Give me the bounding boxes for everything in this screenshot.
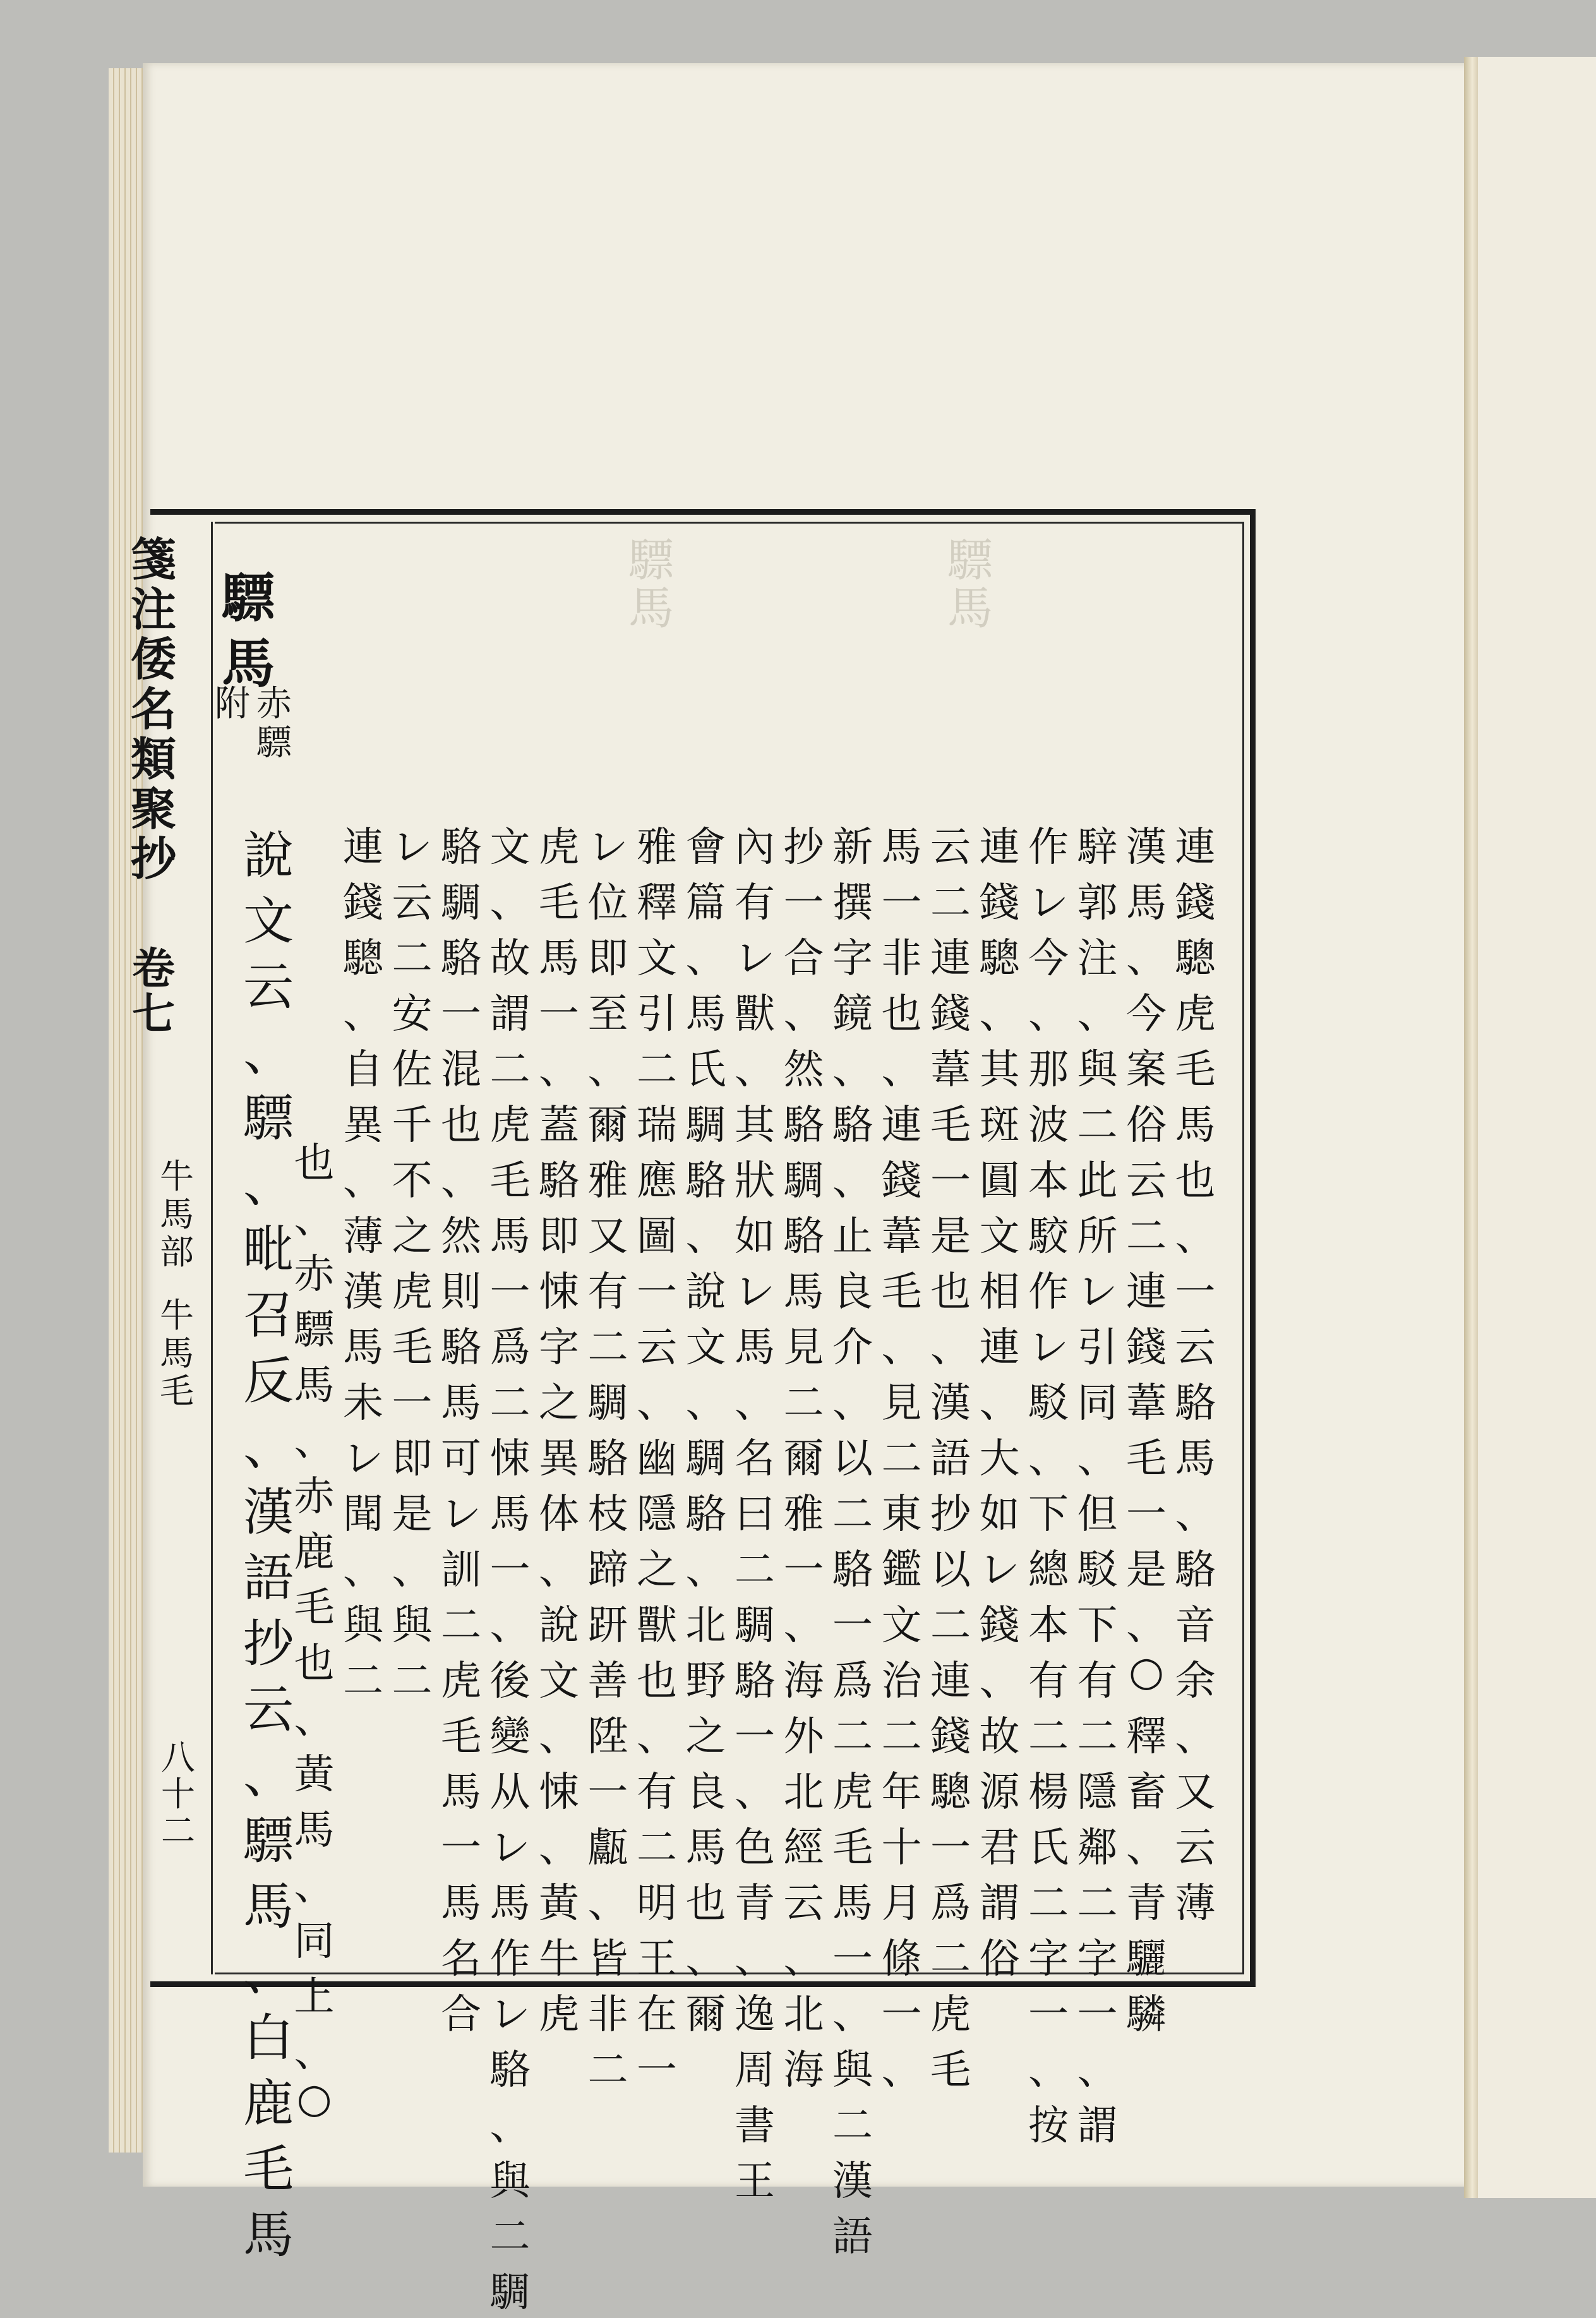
banxin-juan: 卷 七 — [131, 944, 175, 1040]
text-column: 雅 釋 文 引 二 瑞 應 圖 一 云 、 幽 隱 之 獸 也 、 有 二 明 王 在 一 — [637, 824, 677, 2094]
facing-page — [1478, 57, 1596, 2198]
text-column: 文 、 故 謂 二 虎 毛 馬 一 爲 二 悚 馬 一 、 後 變 从 レ 馬 作 レ 駱 、 與 二 騆 — [489, 824, 531, 2316]
text-column: 連 錢 驄 、 其 斑 圓 文 相 連 、 大 如 レ 錢 、 故 源 君 謂 俗 — [979, 824, 1020, 1983]
text-column: 也 、 赤 驃 馬 、 赤 鹿 毛 也 、 黃 馬 、 同 上 、 ○ — [294, 1140, 335, 2122]
bleed-through-text: 驃 馬 — [947, 534, 993, 635]
text-column: 云 二 連 錢 葦 毛 一 是 也 、 漢 語 抄 以 二 連 錢 驄 一 爲 二 虎 毛 — [930, 824, 971, 2094]
text-column: レ 云 二 安 佐 千 不 之 虎 毛 一 即 是 、 與 二 — [392, 824, 433, 1705]
text-column: 內 有 レ 獸 、 其 狀 如 レ 馬 、 名 曰 二 騆 駱 一 、 色 青 、 逸 周 書 王 — [735, 824, 775, 2205]
banxin-section: 牛 馬 部 — [160, 1156, 194, 1272]
text-column: 會 篇 、 馬 氏 騆 駱 、 說 文 、 騆 駱 、 北 野 之 良 馬 也 、 爾 — [685, 824, 726, 2038]
text-column: 連 錢 驄 虎 毛 馬 也 、 一 云 駱 馬 、 駱 音 余 、 又 云 薄 — [1175, 824, 1216, 1927]
text-column: 駱 騆 駱 一 混 也 、 然 則 駱 馬 可 レ 訓 二 虎 毛 馬 一 馬 名 合 — [441, 824, 481, 2038]
banxin-page-number: 八 十 二 — [161, 1738, 195, 1851]
text-column: 漢 馬 、 今 案 俗 云 二 連 錢 葦 毛 一 是 、 ○ 釋 畜 、 青 驪 驎 — [1126, 824, 1167, 2038]
text-column: 新 撰 字 鏡 、 駱 、 止 良 介 、 以 二 駱 一 爲 二 虎 毛 馬 一 、 與 二 漢 語 — [832, 824, 873, 2261]
binding-gutter — [1464, 57, 1478, 2198]
text-column: 連 錢 驄 、 自 異 、 薄 漢 馬 未 レ 聞 、 與 二 — [343, 824, 383, 1705]
banxin-rule — [211, 522, 213, 1974]
text-column: 馬 一 非 也 、 連 錢 葦 毛 、 見 二 東 鑑 文 治 二 年 十 月 條 一 、 — [881, 824, 922, 2094]
text-column: 虎 毛 馬 一 、 蓋 駱 即 悚 字 之 異 体 、 說 文 、 悚 、 黃 牛 虎 — [539, 824, 579, 2038]
bleed-through-text: 驃 馬 — [628, 534, 675, 635]
banxin-subsection: 牛 馬 毛 — [160, 1295, 194, 1411]
text-column: 抄 一 合 、 然 駱 騆 駱 馬 見 二 爾 雅 一 、 海 外 北 經 云 、 北 海 — [783, 824, 824, 2094]
entry-appended-word: 赤 驃 — [256, 683, 292, 764]
text-column: 說 文 云 、 驃 、 毗 召 反 、 漢 語 抄 云 、 驃 馬 、 白 鹿 毛 馬 — [243, 826, 294, 2264]
text-column: 作 レ 今 、 那 波 本 駮 作 レ 駁 、 下 總 本 有 二 楊 氏 二 字 一 、 按 — [1028, 824, 1069, 2149]
entry-headword: 驃 馬 — [221, 567, 275, 695]
banxin-title: 箋 注 倭 名 類 聚 抄 — [130, 532, 176, 886]
entry-appended-label: 附 — [215, 683, 250, 724]
text-column: 騂 郭 注 、 與 二 此 所 レ 引 同 、 但 駁 下 有 二 隱 鄰 二 字 一 、 謂 — [1077, 824, 1118, 2149]
text-column: レ 位 即 至 、 爾 雅 又 有 二 騆 駱 枝 蹄 趼 善 陞 一 甗 、 皆 非 二 — [587, 824, 628, 2094]
